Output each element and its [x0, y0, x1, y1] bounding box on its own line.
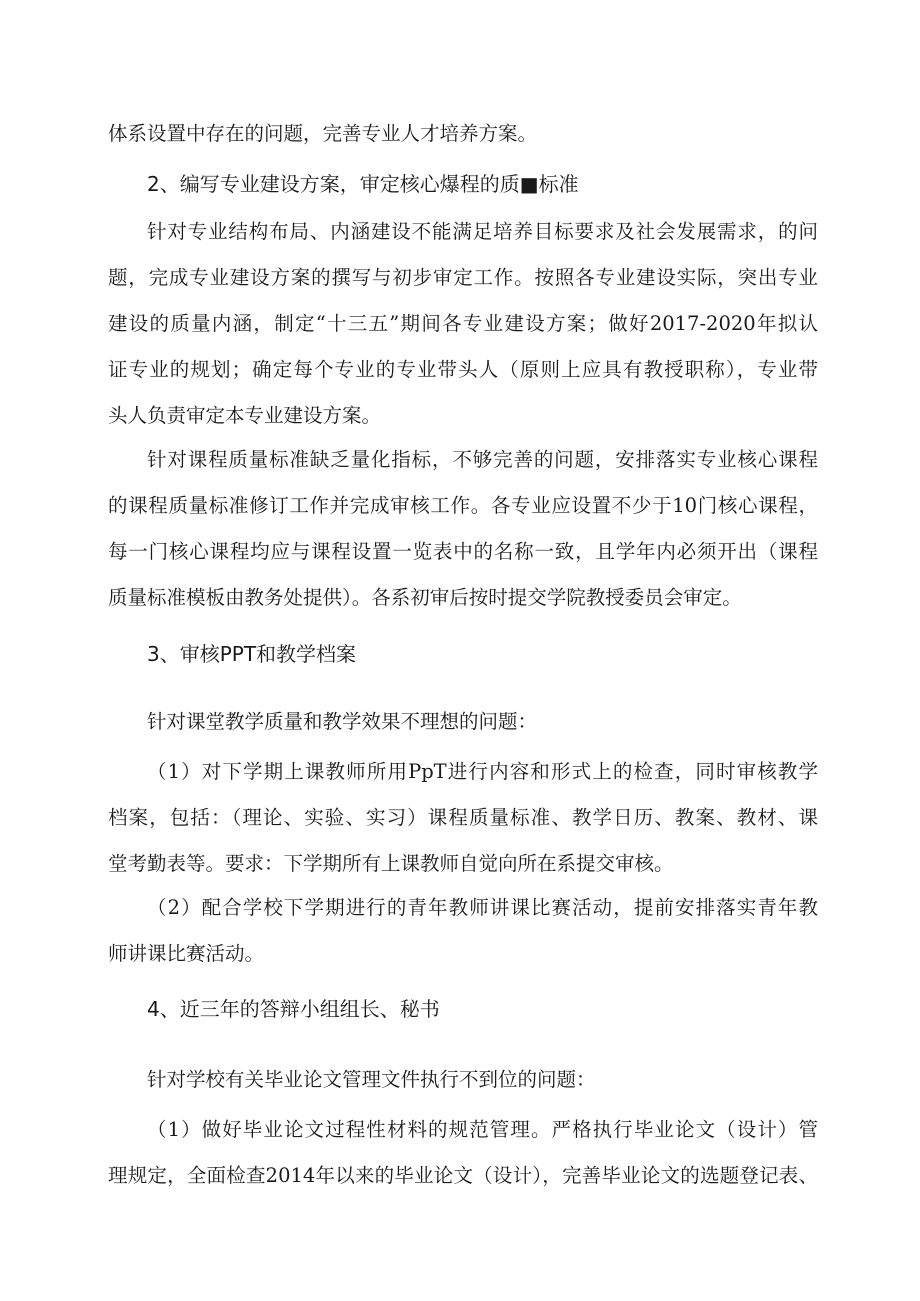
list-item-line: （1）对下学期上课教师所用PpT进行内容和形式上的检查，同时审核教学	[147, 760, 818, 783]
section-4-intro: 针对学校有关毕业论文管理文件执行不到位的问题：	[147, 1068, 596, 1091]
list-item-line: 档案，包括：（理论、实验、实习）课程质量标准、教学日历、教案、教材、课	[108, 806, 818, 829]
section-3-heading: 3、审核PPT和教学档案	[147, 642, 357, 666]
section-3-intro: 针对课堂教学质量和教学效果不理想的问题：	[147, 710, 538, 733]
paragraph-line: 头人负责审定本专业建设方案。	[108, 404, 382, 427]
list-item-line: 师讲课比赛活动。	[108, 942, 265, 965]
intro-line: 体系设置中存在的问题，完善专业人才培养方案。	[108, 122, 538, 145]
section-2-heading: 2、编写专业建设方案，审定核心爆程的质■标准	[147, 172, 579, 196]
list-item-line: 理规定，全面检查2014年以来的毕业论文（设计），完善毕业论文的选题登记表、	[108, 1164, 818, 1187]
section-4-heading: 4、近三年的答辩小组组长、秘书	[147, 997, 440, 1021]
paragraph-line: 建设的质量内涵，制定“十三五”期间各专业建设方案；做好2017-2020年拟认	[108, 312, 818, 335]
list-item-line: （2）配合学校下学期进行的青年教师讲课比赛活动，提前安排落实青年教	[147, 896, 818, 919]
list-item-line: （1）做好毕业论文过程性材料的规范管理。严格执行毕业论文（设计）管	[147, 1118, 818, 1141]
list-item-line: 堂考勤表等。要求：下学期所有上课教师自觉向所在系提交审核。	[108, 852, 674, 875]
paragraph-line: 针对课程质量标准缺乏量化指标，不够完善的问题，安排落实专业核心课程	[147, 448, 818, 471]
paragraph-line: 质量标准模板由教务处提供）。各系初审后按时提交学院教授委员会审定。	[108, 586, 742, 609]
paragraph-line: 的课程质量标准修订工作并完成审核工作。各专业应设置不少于10门核心课程，	[108, 494, 818, 517]
paragraph-line: 每一门核心课程均应与课程设置一览表中的名称一致，且学年内必须开出（课程	[108, 540, 818, 563]
paragraph-line: 针对专业结构布局、内涵建设不能满足培养目标要求及社会发展需求，的问	[147, 220, 818, 243]
paragraph-line: 证专业的规划；确定每个专业的专业带头人（原则上应具有教授职称），专业带	[108, 358, 818, 381]
paragraph-line: 题，完成专业建设方案的撰写与初步审定工作。按照各专业建设实际，突出专业	[108, 266, 818, 289]
